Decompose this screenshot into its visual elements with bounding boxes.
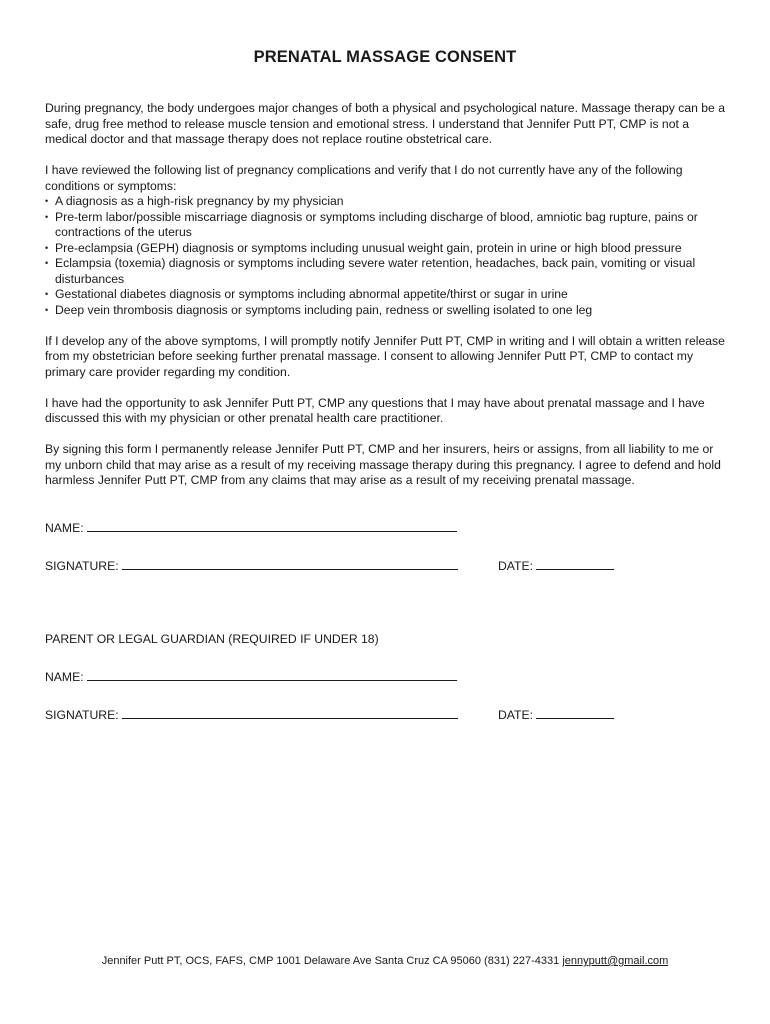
client-signature-field[interactable] <box>122 559 458 570</box>
bullet-icon: • <box>45 289 49 299</box>
guardian-signature-label: SIGNATURE: <box>45 708 119 722</box>
guardian-date-row <box>498 708 614 722</box>
list-item: • Deep vein thrombosis diagnosis or symptoms including pain, redness or swelling isolated to one leg <box>45 302 593 317</box>
list-item: • A diagnosis as a high-risk pregnancy by my physician <box>45 194 344 208</box>
bullet-icon: • <box>45 258 49 268</box>
list-item: • Pre-eclampsia (GEPH) diagnosis or symptoms including unusual weight gain, protein in urine or high blood pressure <box>45 240 682 255</box>
footer <box>0 955 770 967</box>
guardian-signature-field[interactable] <box>122 708 458 719</box>
client-date-label: DATE: <box>498 559 533 573</box>
guardian-name-row <box>45 670 457 684</box>
release-paragraph: By signing this form I permanently release Jennifer Putt PT, CMP and her insurers, heirs or assigns, from all liability to me or my unborn child that may arise as a result of my receiving massage therapy during this pregnancy. I agree to defend and hold harmless Jennifer Putt PT, CMP from any claims that may arise as a result of my receiving prenatal massage. <box>45 442 721 487</box>
guardian-signature-row <box>45 708 458 722</box>
client-name-label: NAME: <box>45 521 84 535</box>
review-intro-paragraph: I have reviewed the following list of pregnancy complications and verify that I do not currently have any of the following conditions or symptoms: <box>45 163 683 193</box>
client-signature-row <box>45 559 458 573</box>
intro-paragraph: During pregnancy, the body undergoes major changes of both a physical and psychological nature. Massage therapy can be a safe, drug free method to release muscle tension and emotional stress. I understand that Jennifer Putt PT, CMP is not a medical doctor and that massage therapy does not replace routine obstetrical care. <box>45 101 725 146</box>
footer-email-link[interactable]: jennyputt@gmail.com <box>562 955 669 967</box>
client-date-field[interactable] <box>536 559 614 570</box>
notify-paragraph: If I develop any of the above symptoms, I will promptly notify Jennifer Putt PT, CMP in writing and I will obtain a written release from my obstetrician before seeking further prenatal massage. I consent to allowing Jennifer Putt PT, CMP to contact my primary care provider regarding my condition. <box>45 333 725 379</box>
bullet-icon: • <box>45 196 49 206</box>
client-name-row <box>45 521 457 535</box>
guardian-name-field[interactable] <box>87 670 457 681</box>
bullet-icon: • <box>45 211 49 222</box>
guardian-date-label: DATE: <box>498 708 533 722</box>
bullet-icon: • <box>45 304 49 315</box>
list-item: • Eclampsia (toxemia) diagnosis or symptoms including severe water retention, headaches, back pain, vomiting or visual disturbances <box>45 256 696 286</box>
client-signature-label: SIGNATURE: <box>45 559 119 573</box>
guardian-heading: PARENT OR LEGAL GUARDIAN (REQUIRED IF UNDER 18) <box>45 632 379 646</box>
conditions-list <box>45 194 730 318</box>
form-title: PRENATAL MASSAGE CONSENT <box>253 48 517 66</box>
bullet-icon: • <box>45 242 49 253</box>
client-date-row <box>498 559 614 573</box>
list-item: • Gestational diabetes diagnosis or symptoms including abnormal appetite/thirst or sugar in urine <box>45 287 568 301</box>
guardian-date-field[interactable] <box>536 708 614 719</box>
form-body <box>45 101 730 504</box>
guardian-name-label: NAME: <box>45 670 84 684</box>
footer-contact: Jennifer Putt PT, OCS, FAFS, CMP 1001 Delaware Ave Santa Cruz CA 95060 (831) 227-4331 <box>101 955 560 967</box>
list-item: • Pre-term labor/possible miscarriage diagnosis or symptoms including discharge of blood, amniotic bag rupture, pains or contractions of the uterus <box>45 209 698 239</box>
client-name-field[interactable] <box>87 521 457 532</box>
questions-paragraph: I have had the opportunity to ask Jennifer Putt PT, CMP any questions that I may have about prenatal massage and I have discussed this with my physician or other prenatal health care practitioner. <box>45 395 705 425</box>
